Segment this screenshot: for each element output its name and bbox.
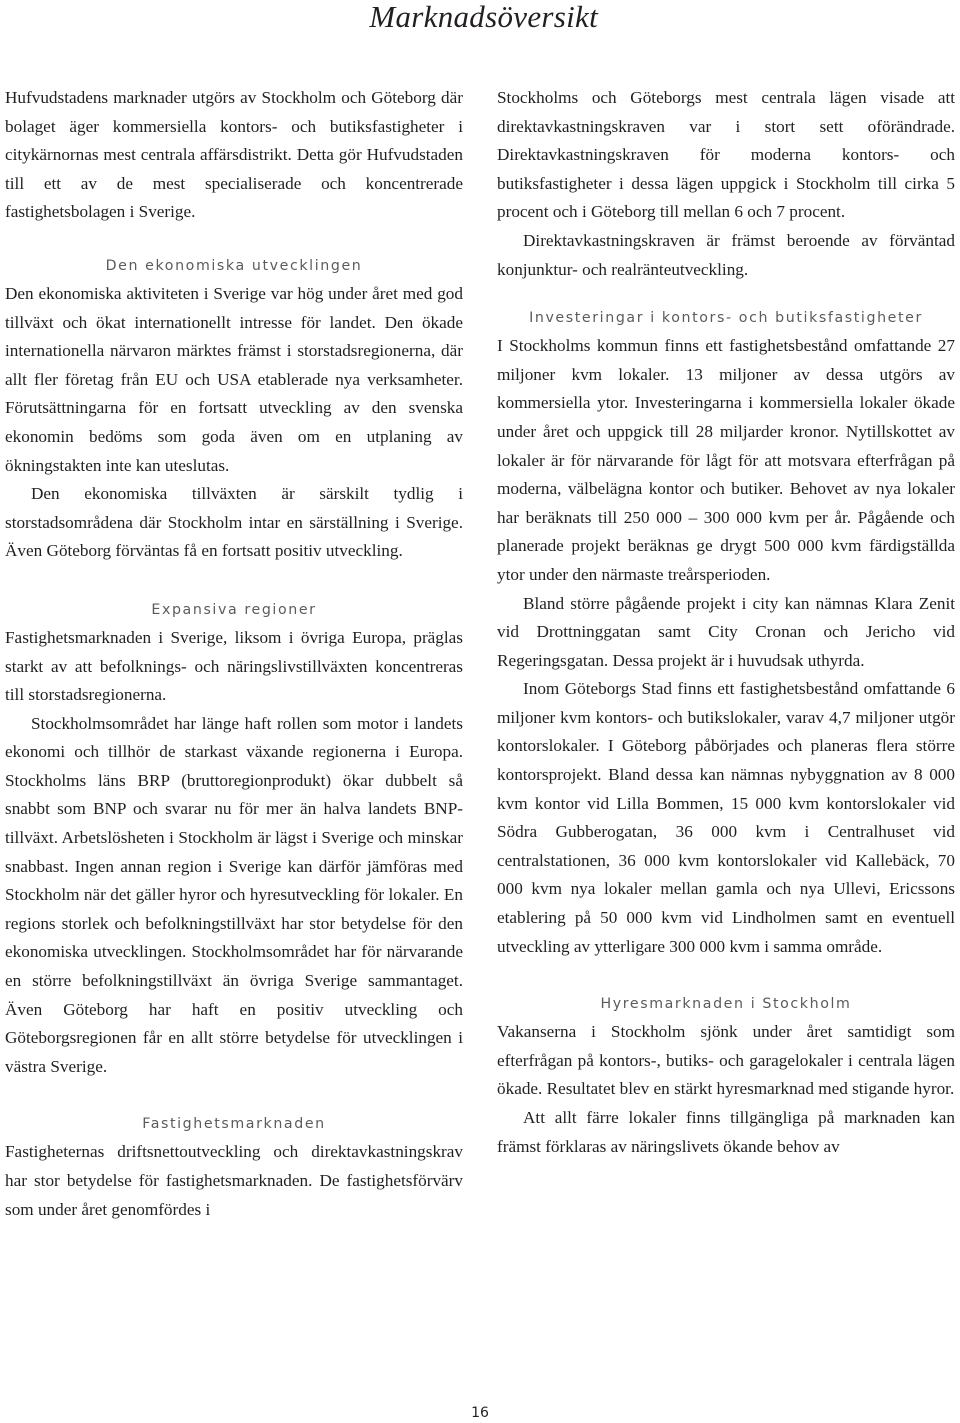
body-paragraph: Inom Göteborgs Stad finns ett fastighetsbestånd omfattande 6 miljoner kvm kontors- och butikslokaler, varav 4,7 miljoner utgör kontorslokaler. I Göteborg påbörjades och planeras flera större kontorsprojekt. Bland dessa kan nämnas nybyggnation av 8 000 kvm kontor vid Lilla Bommen, 15 000 kvm kontorslokaler vid Södra Gubberogatan, 36 000 kvm i Centralhuset vid centralstationen, 36 000 kvm kontorslokaler vid Kallebäck, 70 000 kvm nya lokaler mellan gamla och nya Ullevi, Ericssons etablering på 50 000 kvm vid Lindholmen samt en eventuell utveckling av ytterligare 300 000 kvm i samma område. xyxy=(497,679,955,956)
body-paragraph: Direktavkastningskraven är främst beroende av förväntad konjunktur- och realränteutveckling. xyxy=(497,230,955,279)
body-paragraph: Fastighetsmarknaden i Sverige, liksom i övriga Europa, präglas starkt av att befolknings- och näringslivstillväxten koncentreras till storstadsregionerna. xyxy=(5,627,463,705)
body-paragraph: Vakanserna i Stockholm sjönk under året samtidigt som efterfrågan på kontors-, butiks- och garagelokaler i centrala lägen ökade. Resultatet blev en stärkt hyresmarknad med stigande hyror. xyxy=(497,1022,955,1099)
body-paragraph: Den ekonomiska aktiviteten i Sverige var hög under året med god tillväxt och ökat internationellt intresse för landet. Den ökade internationella närvaron märktes främst i storstadsregionerna, där allt fler företag från EU och USA etablerade nya verksamheter. Förutsättningarna för en fortsatt utveckling av den svenska ekonomin bedöms som goda även om en utplaning av ökningstakten inte kan uteslutas. xyxy=(5,283,463,475)
section-heading-investments: Investeringar i kontors- och butiksfastigheter xyxy=(529,310,923,327)
section-heading-economic-development: Den ekonomiska utvecklingen xyxy=(105,257,363,274)
intro-paragraph: Hufvudstadens marknader utgörs av Stockholm och Göteborg där bolaget äger kommersiella kontors- och butiksfastigheter i citykärnornas mest centrala affärsdistrikt. Detta gör Hufvudstaden till ett av de mest specialiserade och koncentrerade fastighetsbolagen i Sverige. xyxy=(5,88,463,222)
page-title: Marknadsöversikt xyxy=(369,0,598,34)
body-paragraph: I Stockholms kommun finns ett fastighetsbestånd omfattande 27 miljoner kvm lokaler. 13 miljoner av dessa utgörs av kommersiella ytor. Investeringarna i kommersiella lokaler ökade under året och uppgick till 28 miljarder kronor. Nytillskottet av lokaler är för närvarande för lågt för att motsvara efterfrågan på moderna, välbelägna kontor och butiker. Behovet av nya lokaler har beräknats till 250 000 – 300 000 kvm per år. Pågående och planerade projekt beräknas ge drygt 500 000 kvm färdigställda ytor under den närmaste treårsperioden. xyxy=(497,336,955,584)
page-number: 16 xyxy=(471,1405,489,1421)
body-paragraph: Fastigheternas driftsnettoutveckling och direktavkastningskrav har stor betydelse för fastighetsmarknaden. De fastighetsförvärv som under året genomfördes i xyxy=(5,1142,463,1219)
body-paragraph: Stockholms och Göteborgs mest centrala lägen visade att direktavkastningskraven var i stort sett oförändrade. Direktavkastningskraven för moderna kontors- och butiksfastigheter i dessa lägen uppgick i Stockholm till cirka 5 procent och i Göteborg till mellan 6 och 7 procent. xyxy=(497,88,955,222)
right-column xyxy=(497,84,955,1161)
body-paragraph: Bland större pågående projekt i city kan nämnas Klara Zenit vid Drottninggatan samt City Cronan och Jericho vid Regeringsgatan. Dessa projekt är i huvudsak uthyrda. xyxy=(497,593,955,670)
body-paragraph: Stockholmsområdet har länge haft rollen som motor i landets ekonomi och tillhör de starkast växande regionerna i Europa. Stockholms läns BRP (bruttoregionprodukt) ökar dubbelt så snabbt som BNP och svarar nu för mer än halva landets BNP-tillväxt. Arbetslösheten i Stockholm är lägst i Sverige och minskar snabbast. Ingen annan region i Sverige kan därför jämföras med Stockholm när det gäller hyror och hyresutveckling för lokaler. En regions storlek och befolkningstillväxt har stor betydelse för den ekonomiska utvecklingen. Stockholmsområdet har för närvarande en större befolkningstillväxt än övriga Sverige sammantaget. Även Göteborg har haft en positiv utveckling och Göteborgsregionen får en allt större betydelse för utvecklingen i västra Sverige. xyxy=(5,713,463,1076)
body-paragraph: Den ekonomiska tillväxten är särskilt tydlig i storstadsområdena där Stockholm intar en särställning i Sverige. Även Göteborg förväntas få en fortsatt positiv utveckling. xyxy=(5,484,463,561)
left-column xyxy=(5,84,463,1224)
section-heading-expansive-regions: Expansiva regioner xyxy=(151,601,317,618)
section-heading-property-market: Fastighetsmarknaden xyxy=(142,1116,326,1133)
body-paragraph: Att allt färre lokaler finns tillgängliga på marknaden kan främst förklaras av näringslivets ökande behov av xyxy=(497,1108,955,1156)
section-heading-rental-market: Hyresmarknaden i Stockholm xyxy=(600,996,852,1013)
